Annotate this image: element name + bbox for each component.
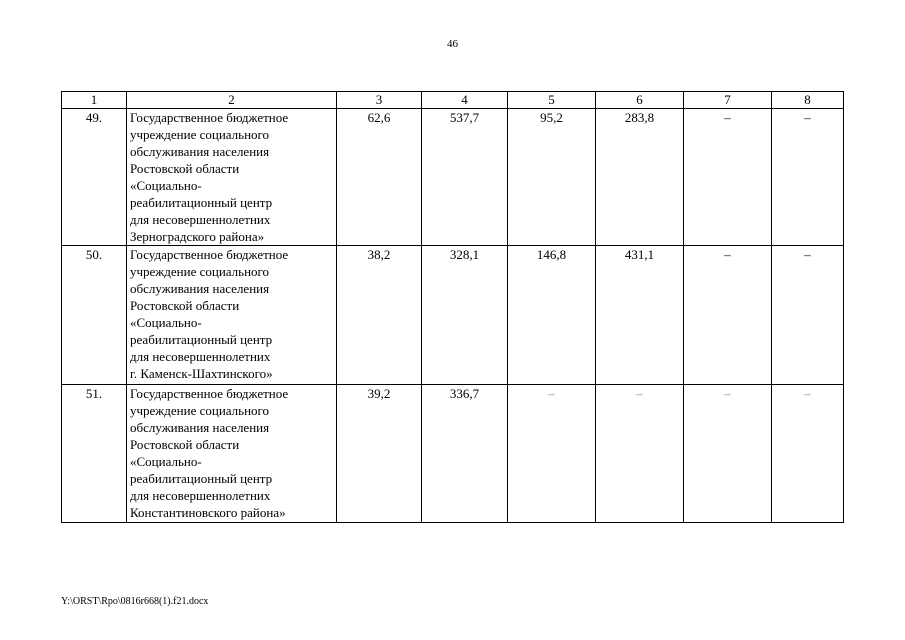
header-cell: 7 bbox=[684, 92, 772, 109]
value-cell: – bbox=[772, 109, 844, 246]
value-cell: – bbox=[684, 246, 772, 385]
value-cell: 283,8 bbox=[596, 109, 684, 246]
row-number-cell: 50. bbox=[62, 246, 127, 385]
header-cell: 5 bbox=[508, 92, 596, 109]
header-cell: 2 bbox=[127, 92, 337, 109]
institution-name-cell: Государственное бюджетное учреждение социального обслуживания населения Ростовской области «Социально- реабилитационный центр для несовершеннолетних Зерноградского района» bbox=[127, 109, 337, 246]
table-row bbox=[62, 385, 844, 523]
value-cell: – bbox=[772, 246, 844, 385]
value-cell: 62,6 bbox=[337, 109, 422, 246]
value-cell: 431,1 bbox=[596, 246, 684, 385]
value-cell: – bbox=[684, 385, 772, 523]
value-cell: – bbox=[772, 385, 844, 523]
value-cell: 95,2 bbox=[508, 109, 596, 246]
value-cell: 537,7 bbox=[422, 109, 508, 246]
value-cell: 39,2 bbox=[337, 385, 422, 523]
header-cell: 1 bbox=[62, 92, 127, 109]
table-row bbox=[62, 246, 844, 385]
row-number-cell: 51. bbox=[62, 385, 127, 523]
value-cell: – bbox=[508, 385, 596, 523]
header-cell: 4 bbox=[422, 92, 508, 109]
institution-name-cell: Государственное бюджетное учреждение социального обслуживания населения Ростовской области «Социально- реабилитационный центр для несовершеннолетних Константиновского района» bbox=[127, 385, 337, 523]
table-row bbox=[62, 109, 844, 246]
value-cell: – bbox=[684, 109, 772, 246]
value-cell: 328,1 bbox=[422, 246, 508, 385]
row-number-cell: 49. bbox=[62, 109, 127, 246]
value-cell: – bbox=[596, 385, 684, 523]
footer-file-path: Y:\ORST\Rpo\0816r668(1).f21.docx bbox=[61, 596, 209, 607]
header-cell: 8 bbox=[772, 92, 844, 109]
data-table bbox=[61, 91, 844, 523]
value-cell: 146,8 bbox=[508, 246, 596, 385]
header-cell: 6 bbox=[596, 92, 684, 109]
institution-name-cell: Государственное бюджетное учреждение социального обслуживания населения Ростовской области «Социально- реабилитационный центр для несовершеннолетних г. Каменск-Шахтинского» bbox=[127, 246, 337, 385]
header-cell: 3 bbox=[337, 92, 422, 109]
value-cell: 336,7 bbox=[422, 385, 508, 523]
page-number: 46 bbox=[447, 38, 458, 50]
value-cell: 38,2 bbox=[337, 246, 422, 385]
table-header-row bbox=[62, 92, 844, 109]
